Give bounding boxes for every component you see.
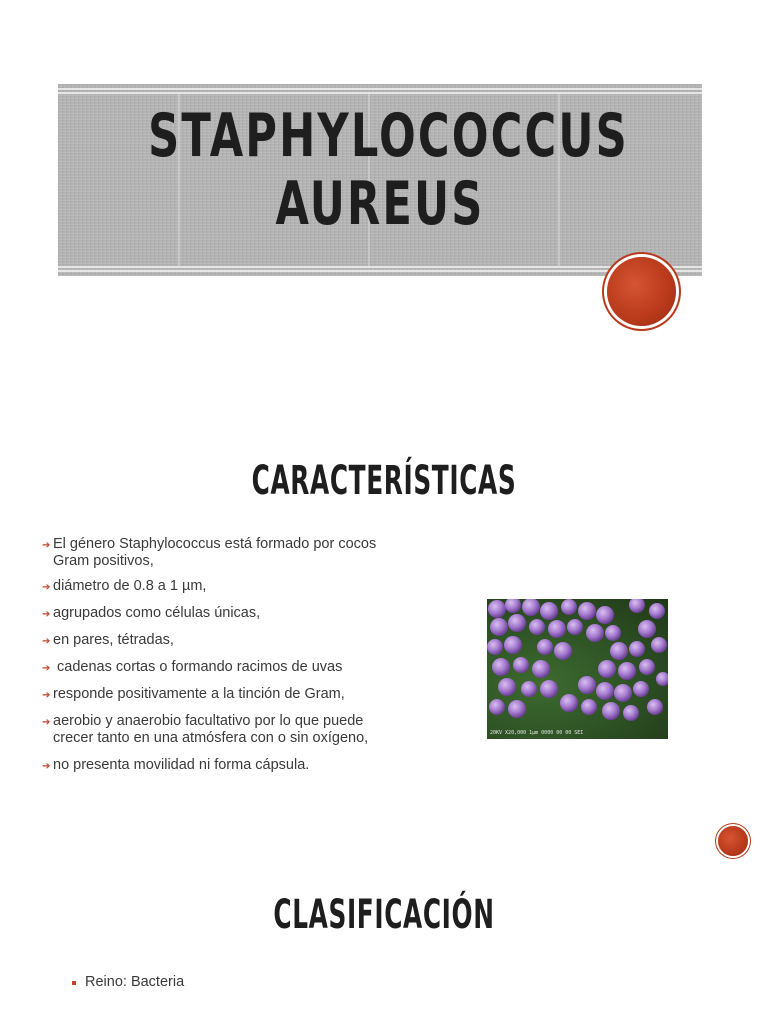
arrow-bullet-icon: ➔ <box>42 690 51 701</box>
arrow-bullet-icon: ➔ <box>42 717 51 728</box>
list-item-text: no presenta movilidad ni forma cápsula. <box>53 757 310 773</box>
title-line-2: AUREUS <box>275 169 485 239</box>
banner-top-rule <box>58 88 702 90</box>
list-item <box>42 536 442 570</box>
arrow-bullet-icon: ➔ <box>42 636 51 647</box>
list-item-text: responde positivamente a la tinción de Gram, <box>53 686 345 702</box>
list-item <box>72 974 184 990</box>
decorative-circle-small <box>718 826 748 856</box>
title-line-1: STAPHYLOCOCCUS <box>148 101 629 171</box>
decorative-circle <box>607 257 676 326</box>
list-item-text: agrupados como células únicas, <box>53 605 261 621</box>
section-heading-caracteristicas: CARACTERÍSTICAS <box>251 458 517 504</box>
list-item-text: crecer tanto en una atmósfera con o sin oxígeno, <box>53 730 369 746</box>
list-item <box>42 686 442 703</box>
micrograph-cells <box>487 599 668 739</box>
square-bullet-icon <box>72 981 76 985</box>
list-item <box>42 605 442 622</box>
list-item-text: aerobio y anaerobio facultativo por lo que puede <box>53 713 364 729</box>
banner-bottom-rule <box>58 270 702 272</box>
banner-bottom-rule-inner <box>58 266 702 268</box>
list-item-text: en pares, tétradas, <box>53 632 174 648</box>
list-item <box>42 659 442 676</box>
arrow-bullet-icon: ➔ <box>42 761 51 772</box>
list-item <box>42 578 442 595</box>
title-banner <box>58 84 702 276</box>
section-heading-clasificacion: CLASIFICACIÓN <box>273 892 495 938</box>
banner-top-rule-inner <box>58 92 702 94</box>
classification-list <box>72 974 184 990</box>
list-item <box>42 632 442 649</box>
arrow-bullet-icon: ➔ <box>42 582 51 593</box>
list-item-text: diámetro de 0.8 a 1 µm, <box>53 578 207 594</box>
classification-item-text: Reino: Bacteria <box>85 974 185 990</box>
arrow-bullet-icon: ➔ <box>42 609 51 620</box>
arrow-bullet-icon: ➔ <box>42 540 51 551</box>
page-title <box>148 101 629 239</box>
list-item-text: Gram positivos, <box>53 553 154 569</box>
characteristics-list <box>42 536 442 774</box>
list-item <box>42 713 442 747</box>
list-item <box>42 757 442 774</box>
micrograph-image <box>487 599 668 739</box>
list-item-text: cadenas cortas o formando racimos de uvas <box>53 659 343 675</box>
arrow-bullet-icon: ➔ <box>42 663 51 674</box>
micrograph-scale-label: 20KV X20,000 1µm 0000 00 00 SEI <box>490 730 584 736</box>
list-item-text: El género Staphylococcus está formado por cocos <box>53 536 377 552</box>
